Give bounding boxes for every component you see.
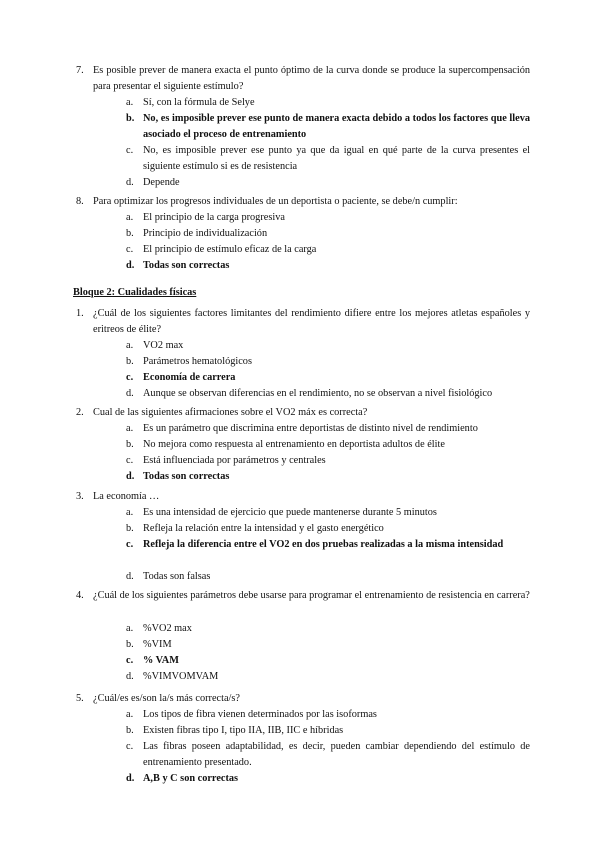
option-text: Parámetros hematológicos xyxy=(143,356,252,367)
question-text: Es posible prever de manera exacta el punto óptimo de la curva donde se produce la supercompensación para presentar el siguiente estímulo? xyxy=(93,65,530,92)
question-b4 xyxy=(76,588,530,604)
question-text: ¿Cuál de los siguientes parámetros debe usarse para programar el entrenamiento de resistencia en carrera? xyxy=(93,590,530,601)
question-text: La economía … xyxy=(93,491,160,502)
option-letter: b. xyxy=(126,439,134,450)
option-letter: d. xyxy=(126,471,135,482)
b5-option-d xyxy=(126,771,530,787)
option-letter: c. xyxy=(126,741,134,752)
option-letter: b. xyxy=(126,356,134,367)
option-text: Es una intensidad de ejercicio que puede mantenerse durante 5 minutos xyxy=(143,507,437,518)
option-letter: a. xyxy=(126,97,134,108)
option-text: No mejora como respuesta al entrenamiento en deportista adultos de élite xyxy=(143,439,445,450)
option-letter: c. xyxy=(126,455,134,466)
q8-option-a xyxy=(126,210,530,226)
option-letter: a. xyxy=(126,340,134,351)
option-letter: d. xyxy=(126,773,135,784)
b4-option-b xyxy=(126,637,530,653)
question-number: 8. xyxy=(76,196,84,207)
b5-option-a xyxy=(126,707,530,723)
option-text: Todas son correctas xyxy=(143,260,230,271)
option-text: %VIMVOMVAM xyxy=(143,671,219,682)
b4-option-c xyxy=(126,653,530,669)
q7-option-d xyxy=(126,175,530,191)
option-text: %VIM xyxy=(143,639,172,650)
q8-option-c xyxy=(126,242,530,258)
option-letter: b. xyxy=(126,523,134,534)
b1-option-c xyxy=(126,370,530,386)
option-text: Aunque se observan diferencias en el rendimiento, no se observan a nivel fisiológico xyxy=(143,388,493,399)
option-letter: d. xyxy=(126,671,134,682)
option-letter: b. xyxy=(126,725,134,736)
q7-option-c xyxy=(126,143,530,175)
b3-option-c xyxy=(126,537,530,553)
b4-option-d xyxy=(126,669,530,685)
block-heading: Bloque 2: Cualidades físicas xyxy=(73,287,197,298)
b3-option-b xyxy=(126,521,530,537)
question-text: ¿Cuál de los siguientes factores limitantes del rendimiento difiere entre los mejores atletas españoles y eritreos de élite? xyxy=(93,308,530,335)
option-letter: b. xyxy=(126,113,135,124)
b5-option-b xyxy=(126,723,530,739)
option-text: Está influenciada por parámetros y centrales xyxy=(143,455,326,466)
option-text: Refleja la diferencia entre el VO2 en dos pruebas realizadas a la misma intensidad xyxy=(143,539,504,550)
option-text: Es un parámetro que discrimina entre deportistas de distinto nivel de rendimiento xyxy=(143,423,478,434)
question-7 xyxy=(76,63,530,95)
option-letter: c. xyxy=(126,655,134,666)
question-b5 xyxy=(76,691,530,707)
q7-option-a xyxy=(126,95,530,111)
option-text: Principio de individualización xyxy=(143,228,268,239)
b2-option-c xyxy=(126,453,530,469)
q7-option-b xyxy=(126,111,530,143)
option-text: El principio de estímulo eficaz de la carga xyxy=(143,244,317,255)
b1-option-d xyxy=(126,386,530,402)
question-text: Para optimizar los progresos individuales de un deportista o paciente, se debe/n cumplir: xyxy=(93,196,458,207)
option-letter: d. xyxy=(126,388,134,399)
question-b1 xyxy=(76,306,530,338)
q8-option-b xyxy=(126,226,530,242)
option-text: Refleja la relación entre la intensidad y el gasto energético xyxy=(143,523,384,534)
option-text: Depende xyxy=(143,177,180,188)
question-text: Cual de las siguientes afirmaciones sobre el VO2 máx es correcta? xyxy=(93,407,368,418)
option-letter: c. xyxy=(126,539,134,550)
question-8 xyxy=(76,194,530,210)
b2-option-d xyxy=(126,469,530,485)
question-number: 2. xyxy=(76,407,84,418)
option-text: No, es imposible prever ese punto ya que da igual en qué parte de la curva presentes el siguiente estímulo si es de resistencia xyxy=(143,145,530,172)
option-letter: a. xyxy=(126,623,134,634)
option-text: Las fibras poseen adaptabilidad, es decir, pueden cambiar dependiendo del estímulo de entrenamiento presentado. xyxy=(143,741,530,768)
b1-option-a xyxy=(126,338,530,354)
b5-option-c xyxy=(126,739,530,771)
option-letter: c. xyxy=(126,145,134,156)
b3-option-a xyxy=(126,505,530,521)
option-text: Todas son falsas xyxy=(143,571,211,582)
b2-option-a xyxy=(126,421,530,437)
b4-option-a xyxy=(126,621,530,637)
option-letter: a. xyxy=(126,423,134,434)
option-text: El principio de la carga progresiva xyxy=(143,212,285,223)
option-text: Sí, con la fórmula de Selye xyxy=(143,97,255,108)
option-text: VO2 max xyxy=(143,340,184,351)
b2-option-b xyxy=(126,437,530,453)
q8-option-d xyxy=(126,258,530,274)
question-number: 4. xyxy=(76,590,84,601)
option-letter: d. xyxy=(126,571,134,582)
option-text: Los tipos de fibra vienen determinados por las isoformas xyxy=(143,709,377,720)
option-letter: b. xyxy=(126,228,134,239)
option-text: Todas son correctas xyxy=(143,471,230,482)
question-number: 1. xyxy=(76,308,84,319)
option-letter: d. xyxy=(126,177,134,188)
question-text: ¿Cuál/es es/son la/s más correcta/s? xyxy=(93,693,240,704)
question-b3 xyxy=(76,489,530,505)
option-letter: b. xyxy=(126,639,134,650)
option-text: No, es imposible prever ese punto de manera exacta debido a todos los factores que lleva asociado el proceso de entrenamiento xyxy=(143,113,530,140)
option-text: Economía de carrera xyxy=(143,372,236,383)
question-number: 3. xyxy=(76,491,84,502)
option-letter: a. xyxy=(126,709,134,720)
option-text: %VO2 max xyxy=(143,623,192,634)
option-text: Existen fibras tipo I, tipo IIA, IIB, IIC e híbridas xyxy=(143,725,344,736)
question-b2 xyxy=(76,405,530,421)
option-text: % VAM xyxy=(143,655,179,666)
question-number: 5. xyxy=(76,693,84,704)
b3-option-d xyxy=(126,569,530,585)
option-letter: c. xyxy=(126,244,134,255)
question-number: 7. xyxy=(76,65,84,76)
option-letter: c. xyxy=(126,372,134,383)
option-letter: a. xyxy=(126,212,134,223)
option-text: A,B y C son correctas xyxy=(143,773,239,784)
option-letter: a. xyxy=(126,507,134,518)
option-letter: d. xyxy=(126,260,135,271)
b1-option-b xyxy=(126,354,530,370)
